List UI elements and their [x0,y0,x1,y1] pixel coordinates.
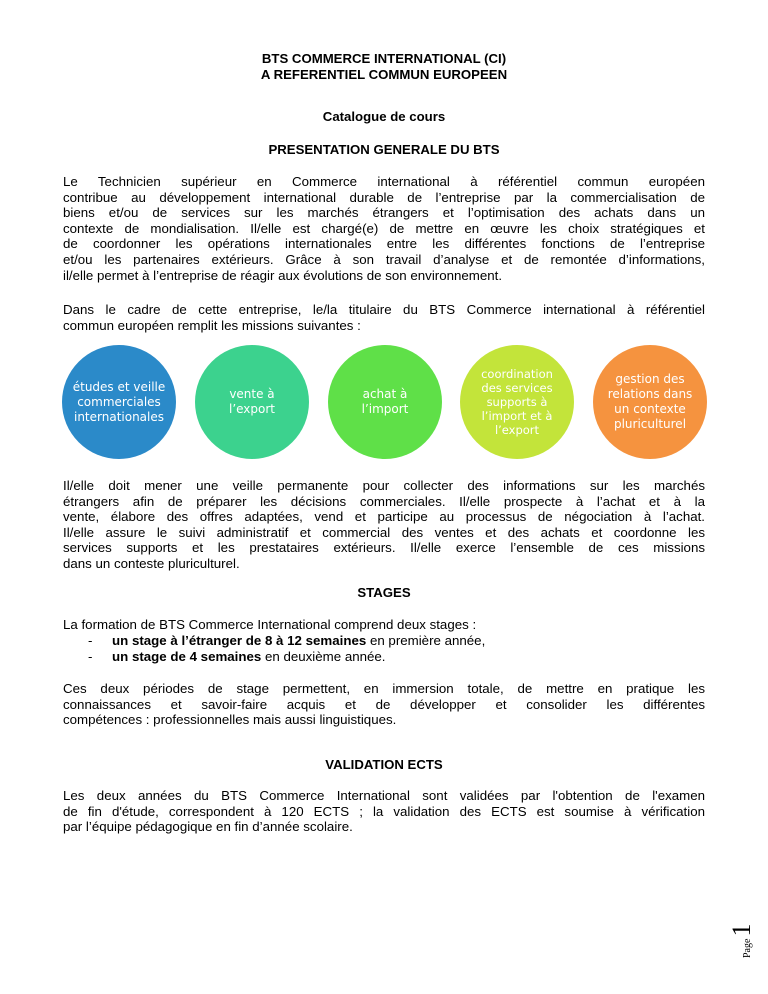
page-number-value: 1 [727,923,756,937]
section-heading-stages: STAGES [357,585,411,600]
mission-circle-gestion-relations [593,345,707,459]
stage-item-rest: en deuxième année. [261,649,386,664]
text-line: Le Technicien supérieur en Commerce international à référentiel commun européen [63,174,705,189]
text-line: commun européen remplit les missions suivantes : [63,317,361,333]
text-line: il/elle permet à l’entreprise de réagir aux évolutions de son environnement. [63,267,503,283]
text-line: de coordonner les opérations internationales entre les différentes fonctions de l’entreprise [63,236,705,252]
stages-intro [63,617,705,633]
stage-item [88,633,485,649]
missions-diagram [62,345,712,460]
paragraph-missions-intro [63,302,705,333]
text-line: et/ou les partenaires extérieurs. Grâce à son travail d’analyse et de remontée d’informations, [63,251,705,267]
text-line: biens et/ou de services sur les marchés étrangers et l’optimisation des achats dans un [63,205,705,221]
page-label: Page [742,938,753,958]
document-subtitle: Catalogue de cours [322,109,446,124]
stage-item [88,649,485,665]
mission-circle-coordination [460,345,574,459]
text-line: services supports et les prestataires extérieurs. Il/elle exerce l’ensemble de ces missions [63,540,705,556]
paragraph-veille [63,478,705,572]
section-heading-presentation: PRESENTATION GENERALE DU BTS [268,142,500,157]
text-line: contexte de mondialisation. Il/elle est chargé(e) de mettre en œuvre les choix stratégiques et [63,220,705,236]
stage-item-rest: en première année, [366,633,486,648]
text-line: Ces deux périodes de stage permettent, en immersion totale, de mettre en pratique les [63,681,705,696]
text-line: par l’équipe pédagogique en fin d’année scolaire. [63,819,353,835]
mission-circle-vente-export [195,345,309,459]
text-line: Dans le cadre de cette entreprise, le/la titulaire du BTS Commerce international à référentiel [63,302,705,317]
mission-circle-etudes-veille [62,345,176,459]
text-line: vente, élabore des offres adaptées, vend et participe au processus de négociation à l’achat. [63,509,705,525]
paragraph-ects [63,788,705,835]
page-number [723,900,763,960]
section-heading-ects: VALIDATION ECTS [325,757,443,772]
document-title [0,51,768,83]
text-line: Il/elle doit mener une veille permanente pour collecter des informations sur les marchés [63,478,705,493]
stage-item-bold: un stage à l’étranger de 8 à 12 semaines [112,633,367,648]
title-line-1: BTS COMMERCE INTERNATIONAL (CI) [261,51,507,66]
text-line: connaissances et savoir-faire acquis et de développer et consolider les différentes [63,696,705,712]
stage-item-bold: un stage de 4 semaines [112,649,262,664]
text-line: contribue au développement international durable de l’entreprise par la commercialisation de [63,189,705,205]
text-line: étrangers afin de préparer les décisions commerciales. Il/elle prospecte à l’achat et à la [63,493,705,509]
text-line: Les deux années du BTS Commerce International sont validées par l'obtention de l'examen [63,788,705,803]
mission-label: vente à l’export [228,387,276,416]
paragraph-stages [63,681,705,728]
text-line: La formation de BTS Commerce International comprend deux stages : [63,617,477,632]
text-line: Il/elle assure le suivi administratif et commercial des ventes et des achats et coordonne les [63,524,705,540]
paragraph-presentation [63,174,705,283]
text-line: compétences : professionnelles mais aussi linguistiques. [63,712,397,728]
title-line-2: A REFERENTIEL COMMUN EUROPEEN [260,67,508,82]
mission-label: gestion des relations dans un contexte pluriculturel [607,372,693,431]
stages-list [88,633,485,665]
mission-label: coordination des services supports à l’import et à l’export [481,367,553,437]
mission-label: achat à l’import [361,387,409,416]
mission-circle-achat-import [328,345,442,459]
text-line: de fin d'étude, correspondent à 120 ECTS ; la validation des ECTS est soumise à vérification [63,803,705,819]
mission-label: études et veille commerciales internationales [72,379,166,424]
text-line: dans un conteste pluriculturel. [63,555,240,571]
